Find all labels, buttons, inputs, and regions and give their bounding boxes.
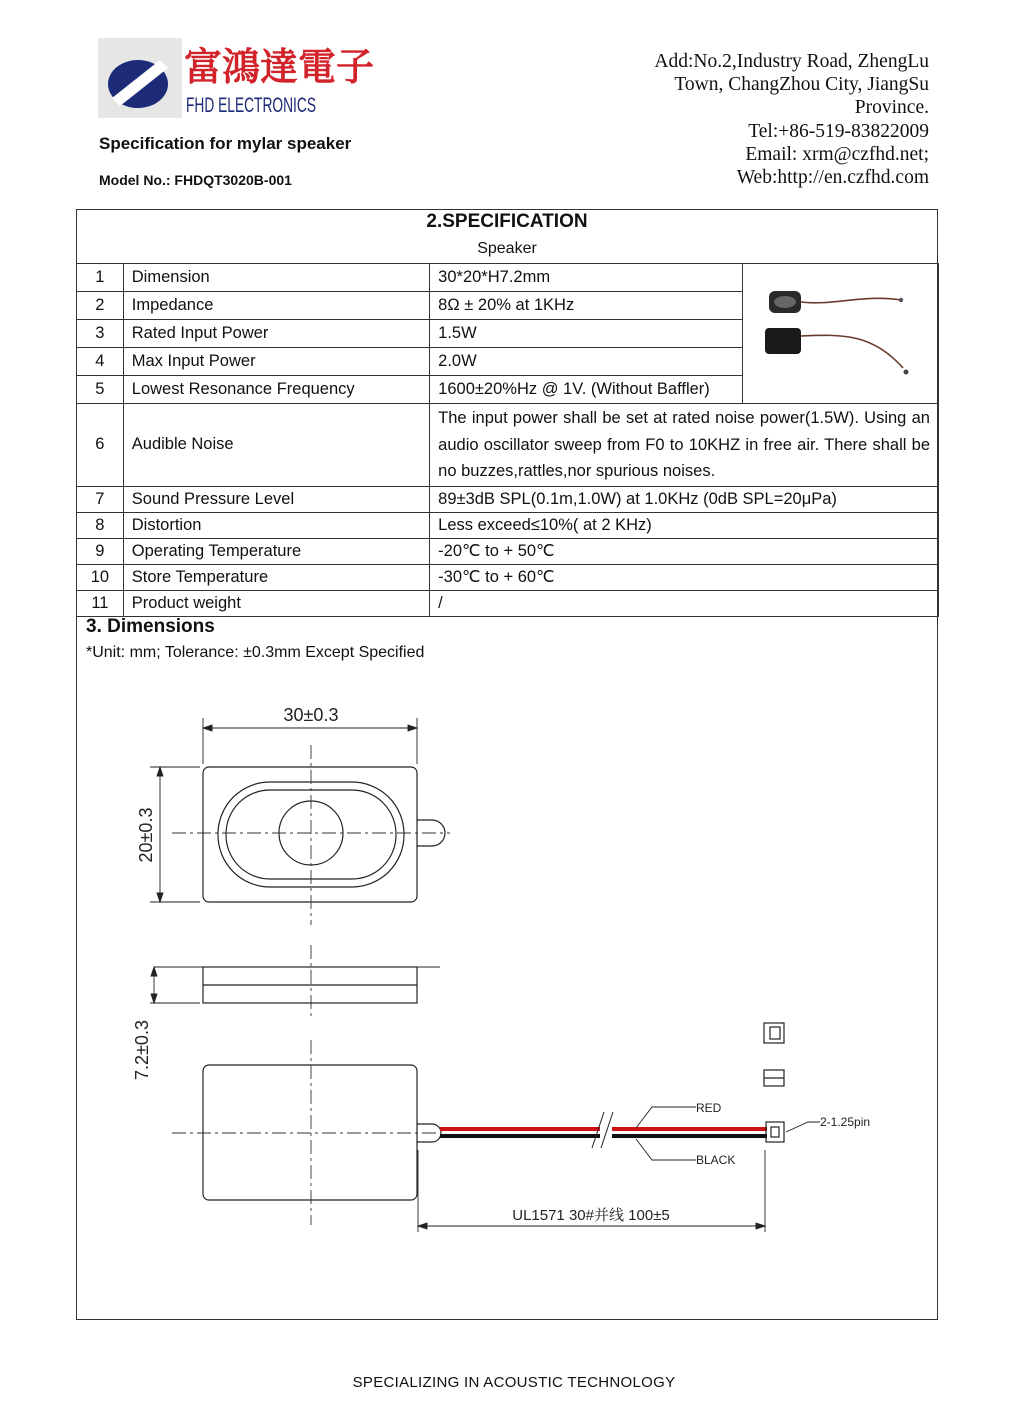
dimension-drawing bbox=[76, 670, 938, 1310]
row-number: 4 bbox=[77, 348, 124, 376]
table-row bbox=[77, 486, 939, 512]
row-name: Rated Input Power bbox=[123, 320, 429, 348]
row-value: / bbox=[430, 590, 939, 616]
black-wire-label: BLACK bbox=[696, 1153, 736, 1167]
row-name: Dimension bbox=[123, 264, 429, 292]
address-line: Add:No.2,Industry Road, ZhengLu bbox=[654, 51, 929, 72]
table-row bbox=[77, 538, 939, 564]
row-number: 1 bbox=[77, 264, 124, 292]
row-name: Product weight bbox=[123, 590, 429, 616]
row-value: -30℃ to + 60℃ bbox=[430, 564, 939, 590]
row-name: Store Temperature bbox=[123, 564, 429, 590]
row-name: Max Input Power bbox=[123, 348, 429, 376]
company-address bbox=[599, 50, 929, 189]
row-value: 1600±20%Hz @ 1V. (Without Baffler) bbox=[430, 376, 743, 404]
row-value: 30*20*H7.2mm bbox=[430, 264, 743, 292]
wire-pair bbox=[440, 1112, 767, 1148]
unit-note: *Unit: mm; Tolerance: ±0.3mm Except Specified bbox=[86, 644, 425, 661]
spec-title: Specification for mylar speaker bbox=[99, 134, 352, 153]
table-row bbox=[77, 564, 939, 590]
table-row bbox=[77, 404, 939, 487]
row-number: 11 bbox=[77, 590, 124, 616]
company-logo bbox=[98, 38, 375, 118]
table-row bbox=[77, 512, 939, 538]
cable-spec-label: UL1571 30#并线 100±5 bbox=[512, 1207, 670, 1224]
model-number: Model No.: FHDQT3020B-001 bbox=[99, 172, 292, 188]
table-row bbox=[77, 264, 939, 292]
row-value: The input power shall be set at rated noise power(1.5W). Using an audio oscillator sweep from F0 to 10KHZ in free air. There shall be no buzzes,rattles,nor spurious noises. bbox=[430, 404, 939, 487]
row-name: Lowest Resonance Frequency bbox=[123, 376, 429, 404]
dimensions-title: 3. Dimensions bbox=[86, 616, 215, 637]
row-name: Sound Pressure Level bbox=[123, 486, 429, 512]
row-name: Distortion bbox=[123, 512, 429, 538]
row-value: 2.0W bbox=[430, 348, 743, 376]
row-value: Less exceed≤10%( at 2 KHz) bbox=[430, 512, 939, 538]
row-value: 89±3dB SPL(0.1m,1.0W) at 1.0KHz (0dB SPL=20μPa) bbox=[430, 486, 939, 512]
table-row bbox=[77, 590, 939, 616]
row-number: 8 bbox=[77, 512, 124, 538]
row-number: 2 bbox=[77, 292, 124, 320]
row-number: 5 bbox=[77, 376, 124, 404]
row-number: 10 bbox=[77, 564, 124, 590]
pin-label: 2-1.25pin bbox=[820, 1115, 871, 1129]
height-dimension-label: 20±0.3 bbox=[136, 807, 156, 863]
width-dimension-label: 30±0.3 bbox=[283, 705, 339, 725]
spec-table bbox=[76, 263, 939, 617]
row-number: 6 bbox=[77, 404, 124, 487]
row-value: 8Ω ± 20% at 1KHz bbox=[430, 292, 743, 320]
footer-tagline: SPECIALIZING IN ACOUSTIC TECHNOLOGY bbox=[352, 1374, 676, 1391]
thickness-dimension-label: 7.2±0.3 bbox=[132, 1020, 152, 1080]
red-wire-label: RED bbox=[696, 1101, 722, 1115]
section-subtitle: Speaker bbox=[477, 240, 537, 257]
row-name: Audible Noise bbox=[123, 404, 429, 487]
connector-icon bbox=[764, 1023, 784, 1142]
row-value: -20℃ to + 50℃ bbox=[430, 538, 939, 564]
phone-line: Tel:+86-519-83822009 bbox=[748, 120, 929, 142]
logo-en-text: FHD ELECTRONICS bbox=[186, 94, 316, 117]
row-number: 7 bbox=[77, 486, 124, 512]
address-line: Town, ChangZhou City, JiangSu bbox=[674, 74, 929, 96]
row-number: 9 bbox=[77, 538, 124, 564]
row-name: Operating Temperature bbox=[123, 538, 429, 564]
row-number: 3 bbox=[77, 320, 124, 348]
address-line: Province. bbox=[854, 97, 929, 119]
logo-cn-text: 富鴻達電子 bbox=[184, 45, 375, 89]
row-value: 1.5W bbox=[430, 320, 743, 348]
section-title: 2.SPECIFICATION bbox=[426, 211, 588, 232]
speaker-photo bbox=[742, 264, 938, 404]
email-line: Email: xrm@czfhd.net; bbox=[745, 143, 929, 165]
web-line: Web:http://en.czfhd.com bbox=[736, 167, 929, 189]
row-name: Impedance bbox=[123, 292, 429, 320]
